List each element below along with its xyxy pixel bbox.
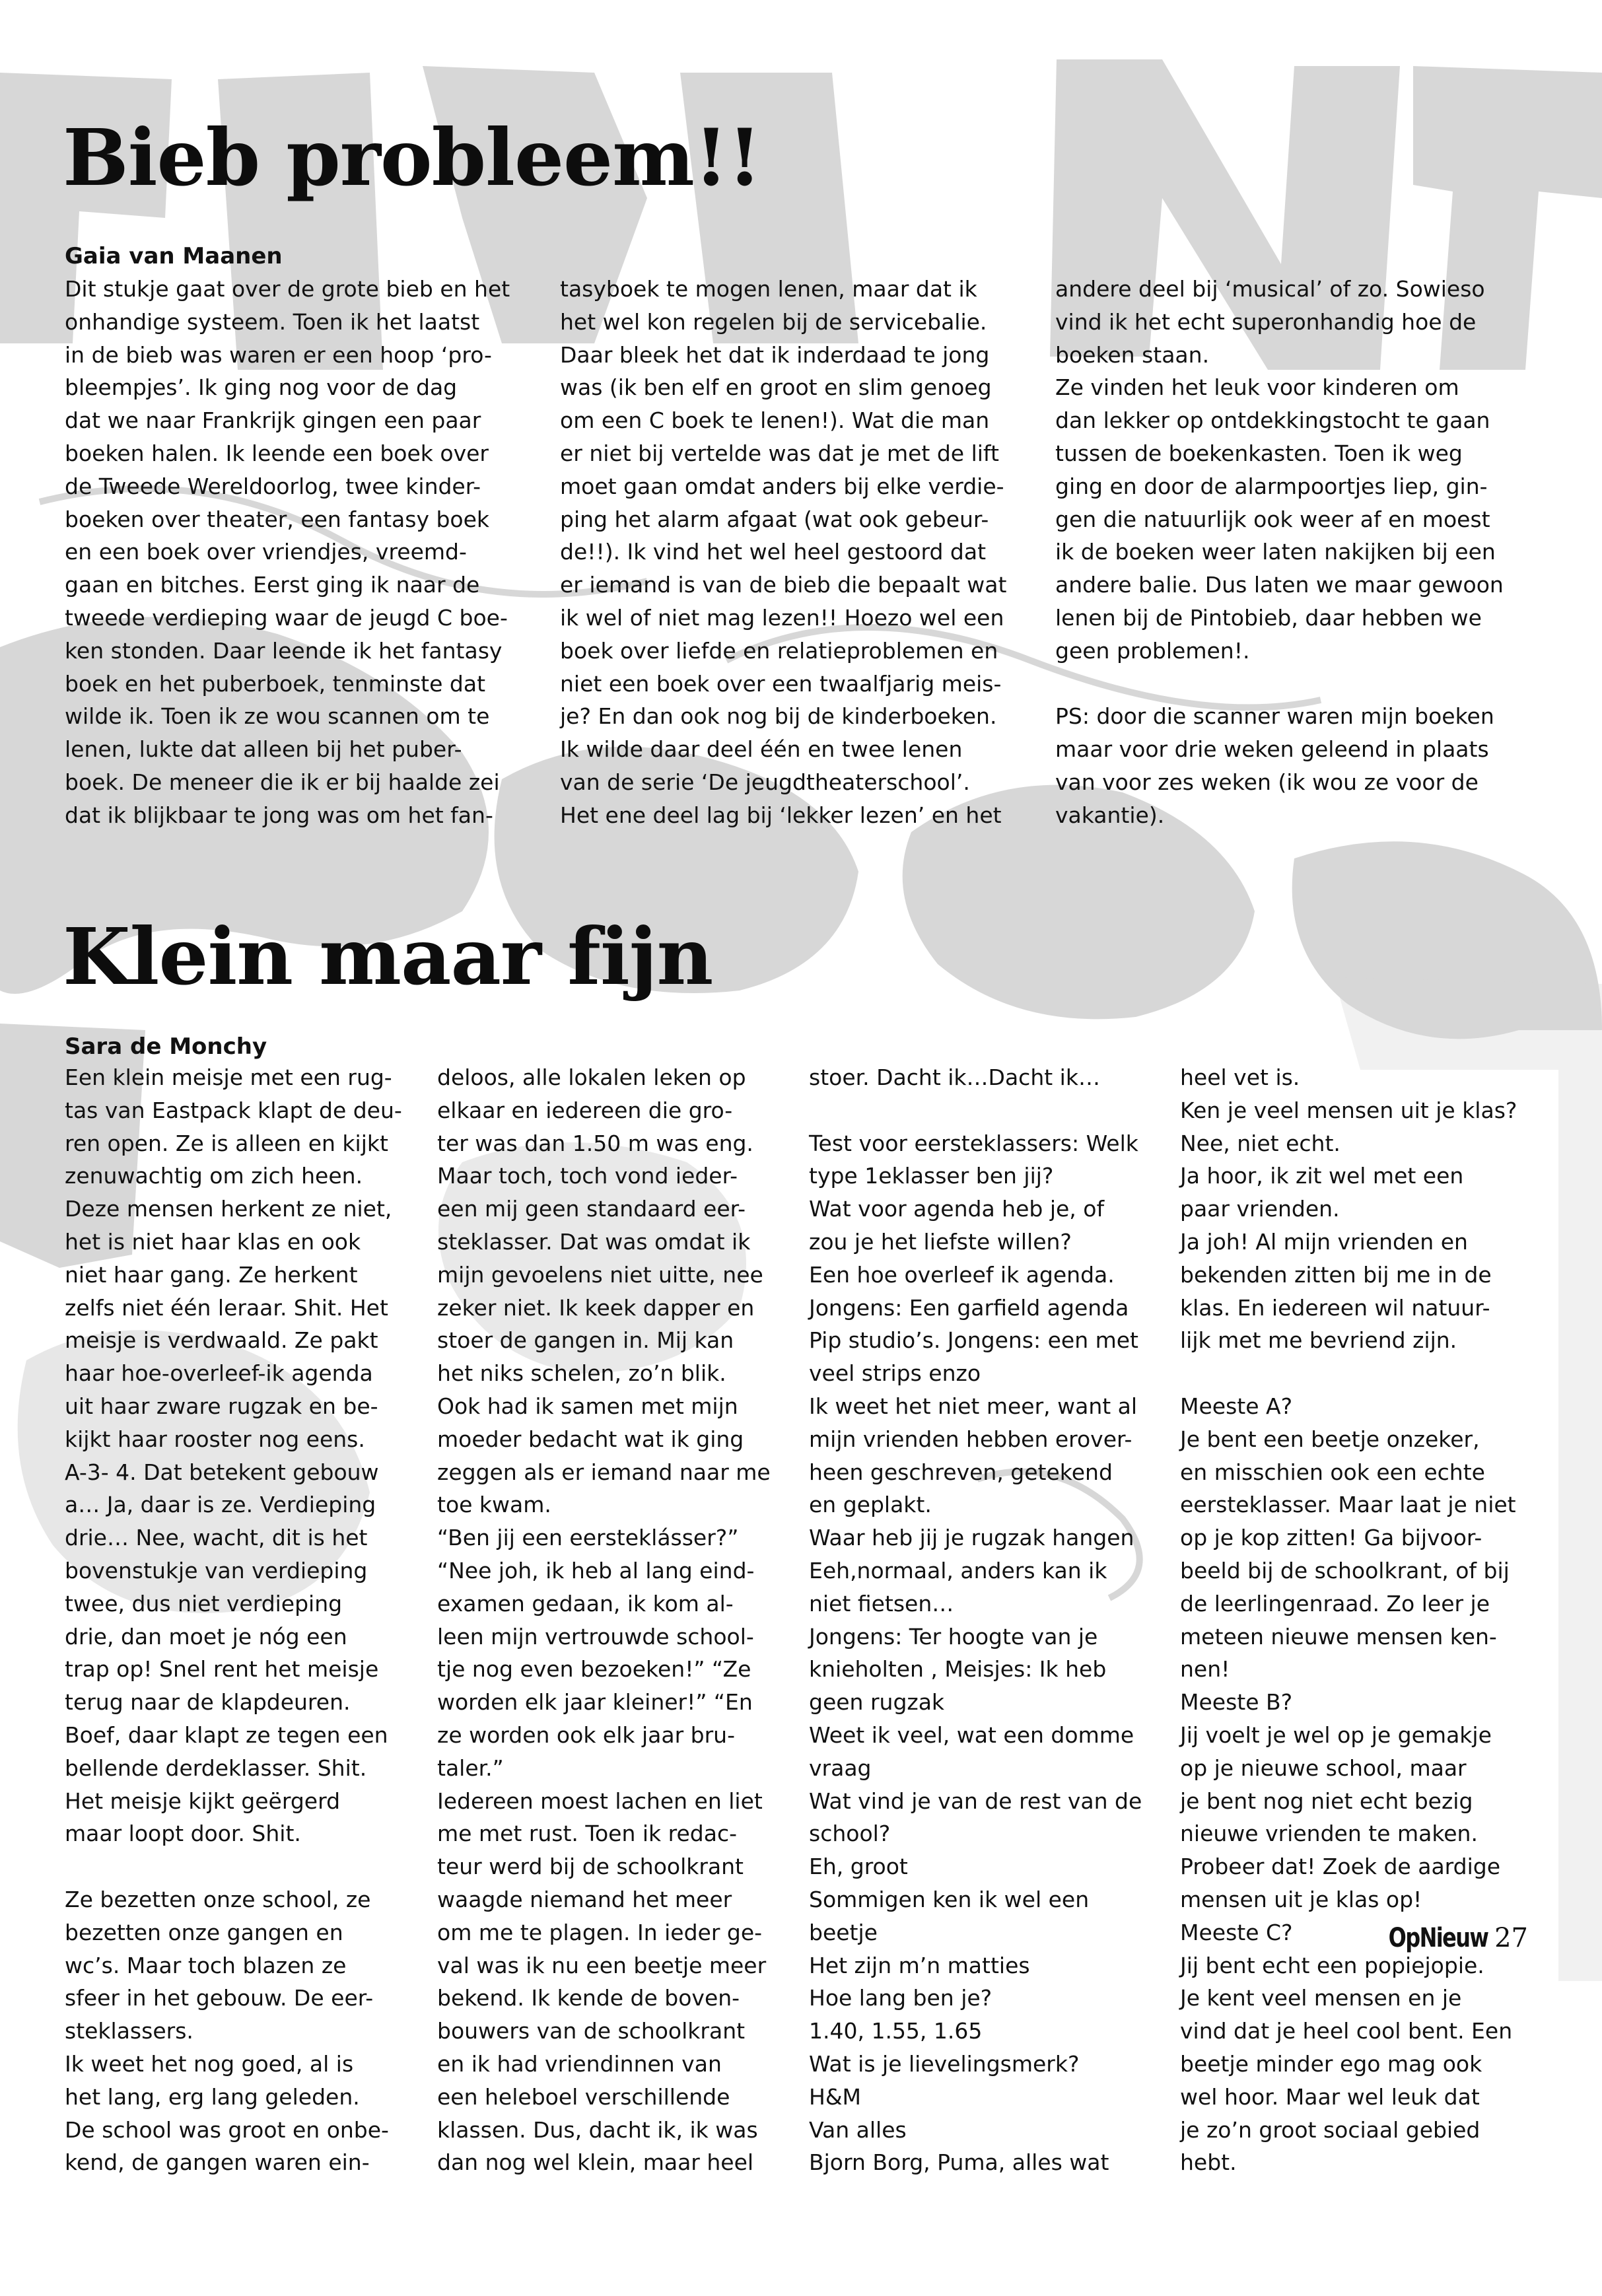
- article-column: Dit stukje gaat over de grote bieb en het onhandige systeem. Toen ik het laatst in de bieb was waren er een hoop ‘pro- bleempjes’. Ik ging nog voor de dag dat we naar Frankrijk gingen een paar boeken halen. Ik leende een boek over de Tweede Wereldoorlog, twee kinder- boeken over theater, een fantasy boek en een boek over vriendjes, vreemd- gaan en bitches. Eerst ging ik naar de tweede verdieping waar de jeugd C boe- ken stonden. Daar leende ik het fantasy boek en het puberboek, tenminste dat wilde ik. Toen ik ze wou scannen om te lenen, lukte dat alleen bij het puber- boek. De meneer die ik er bij haalde zei dat ik blijkbaar te jong was om het fan-: [65, 276, 510, 828]
- page-number: 27: [1494, 1923, 1528, 1953]
- article-column: tasyboek te mogen lenen, maar dat ik het wel kon regelen bij de servicebalie. Daar bleek het dat ik inderdaad te jong was (ik ben elf en groot en slim genoeg om een C boek te lenen!). Wat die man er niet bij vertelde was dat je met de lift moet gaan omdat anders bij elke verdie- ping het alarm afgaat (wat ook gebeur- de!!). Ik vind het wel heel gestoord dat er iemand is van de bieb die bepaalt wat ik wel of niet mag lezen!! Hoezo wel een boek over liefde en relatieproblemen en niet een boek over een twaalfjarig meis- je? En dan ook nog bij de kinderboeken. Ik wilde daar deel één en twee lenen van de serie ‘De jeugdtheaterschool’. Het ene deel lag bij ‘lekker lezen’ en het: [560, 276, 1007, 828]
- article-author: Gaia van Maanen: [65, 243, 283, 269]
- article-title: Bieb probleem!!: [63, 112, 761, 203]
- article-column: deloos, alle lokalen leken op elkaar en iedereen die gro- ter was dan 1.50 m was eng. Maar toch, toch vond ieder- een mij geen standaard eer- steklasser. Dat was omdat ik mijn gevoelens niet uitte, nee zeker niet. Ik keek dapper en stoer de gangen in. Mij kan het niks schelen, zo’n blik. Ook had ik samen met mijn moeder bedacht wat ik ging zeggen als er iemand naar me toe kwam. “Ben jij een eersteklásser?” “Nee joh, ik heb al lang eind- examen gedaan, ik kom al- leen mijn vertrouwde school- tje nog even bezoeken!” “Ze worden elk jaar kleiner!” “En ze worden ook elk jaar bru- taler.” Iedereen moest lachen en liet me met rust. Toen ik redac- teur werd bij de schoolkrant waagde niemand het meer om me te plagen. In ieder ge- val was ik nu een beetje meer bekend. Ik kende de boven- bouwers van de schoolkrant en ik had vriendinnen van een heleboel verschillende klassen. Dus, dacht ik, ik was dan nog wel klein, maar heel: [437, 1064, 771, 2176]
- article-author: Sara de Monchy: [65, 1033, 267, 1060]
- magazine-brand: OpNieuw: [1388, 1923, 1488, 1953]
- article-title: Klein maar fijn: [63, 911, 713, 1002]
- article-column: andere deel bij ‘musical’ of zo. Sowieso vind ik het echt superonhandig hoe de boeken staan. Ze vinden het leuk voor kinderen om dan lekker op ontdekkingstocht te gaan tussen de boekenkasten. Toen ik weg ging en door de alarmpoortjes liep, gin- gen die natuurlijk ook weer af en moest ik de boeken weer laten nakijken bij een andere balie. Dus laten we maar gewoon lenen bij de Pintobieb, daar hebben we geen problemen!. PS: door die scanner waren mijn boeken maar voor drie weken geleend in plaats van voor zes weken (ik wou ze voor de vakantie).: [1055, 276, 1504, 828]
- article-column: heel vet is. Ken je veel mensen uit je klas? Nee, niet echt. Ja hoor, ik zit wel met een paar vrienden. Ja joh! Al mijn vrienden en bekenden zitten bij me in de klas. En iedereen wil natuur- lijk met me bevriend zijn. Meeste A? Je bent een beetje onzeker, en misschien ook een echte eersteklasser. Maar laat je niet op je kop zitten! Ga bijvoor- beeld bij de schoolkrant, of bij de leerlingenraad. Zo leer je meteen nieuwe mensen ken- nen! Meeste B? Jij voelt je wel op je gemakje op je nieuwe school, maar je bent nog niet echt bezig nieuwe vrienden te maken. Probeer dat! Zoek de aardige mensen uit je klas op! Meeste C? Jij bent echt een popiejopie. Je kent veel mensen en je vind dat je heel cool bent. Een beetje minder ego mag ook wel hoor. Maar wel leuk dat je zo’n groot sociaal gebied hebt.: [1180, 1064, 1517, 2176]
- article-column: Een klein meisje met een rug- tas van Eastpack klapt de deu- ren open. Ze is alleen en kijkt zenuwachtig om zich heen. Deze mensen herkent ze niet, het is niet haar klas en ook niet haar gang. Ze herkent zelfs niet één leraar. Shit. Het meisje is verdwaald. Ze pakt haar hoe-overleef-ik agenda uit haar zware rugzak en be- kijkt haar rooster nog eens. A-3- 4. Dat betekent gebouw a… Ja, daar is ze. Verdieping drie… Nee, wacht, dit is het bovenstukje van verdieping twee, dus niet verdieping drie, dan moet je nóg een trap op! Snel rent het meisje terug naar de klapdeuren. Boef, daar klapt ze tegen een bellende derdeklasser. Shit. Het meisje kijkt geërgerd maar loopt door. Shit. Ze bezetten onze school, ze bezetten onze gangen en wc’s. Maar toch blazen ze sfeer in het gebouw. De eer- steklassers. Ik weet het nog goed, al is het lang, erg lang geleden. De school was groot en onbe- kend, de gangen waren ein-: [65, 1064, 402, 2176]
- article-column: stoer. Dacht ik…Dacht ik… Test voor eersteklassers: Welk type 1eklasser ben jij? Wat voor agenda heb je, of zou je het liefste willen? Een hoe overleef ik agenda. Jongens: Een garfield agenda Pip studio’s. Jongens: een met veel strips enzo Ik weet het niet meer, want al mijn vrienden hebben erover- heen geschreven, getekend en geplakt. Waar heb jij je rugzak hangen Eeh,normaal, anders kan ik niet fietsen… Jongens: Ter hoogte van je knieholten , Meisjes: Ik heb geen rugzak Weet ik veel, wat een domme vraag Wat vind je van de rest van de school? Eh, groot Sommigen ken ik wel een beetje Het zijn m’n matties Hoe lang ben je? 1.40, 1.55, 1.65 Wat is je lievelingsmerk? H&M Van alles Bjorn Borg, Puma, alles wat: [809, 1064, 1142, 2176]
- page-footer: [1364, 1923, 1528, 1953]
